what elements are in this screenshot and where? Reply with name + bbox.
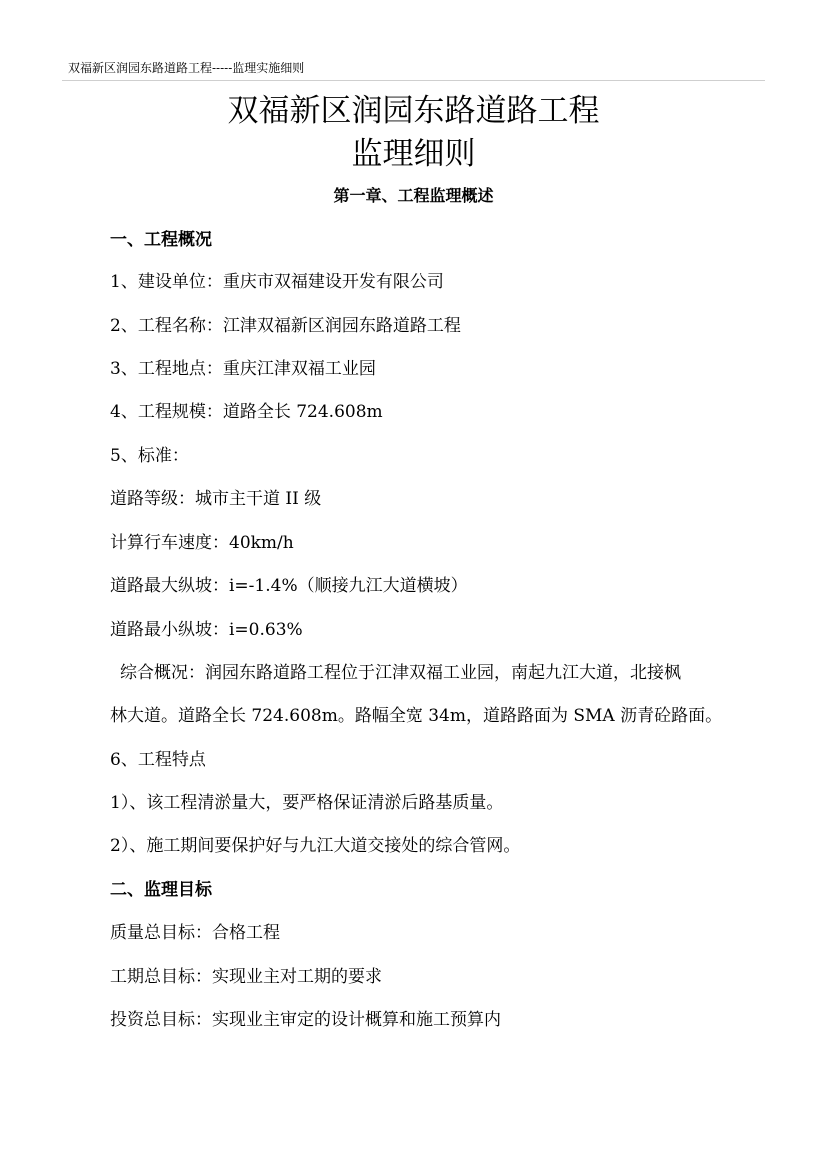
item-standards: 5、标准： (110, 446, 189, 466)
chapter-title: 第一章、工程监理概述 (333, 186, 494, 205)
goal-schedule: 工期总目标：实现业主对工期的要求 (110, 967, 382, 987)
item-project-name: 2、工程名称：江津双福新区润园东路道路工程 (110, 316, 461, 336)
feature-item-2: 2）、施工期间要保护好与九江大道交接处的综合管网。 (110, 836, 521, 856)
features-heading: 6、工程特点 (110, 750, 206, 770)
feature-item-1: 1）、该工程清淤量大，要严格保证清淤后路基质量。 (110, 793, 504, 813)
document-title-line1: 双福新区润园东路道路工程 (227, 93, 600, 129)
item-client: 1、建设单位：重庆市双福建设开发有限公司 (110, 272, 444, 292)
overview-paragraph-line1: 综合概况：润园东路道路工程位于江津双福工业园，南起九江大道，北接枫 (120, 663, 681, 683)
standard-max-grade: 道路最大纵坡：i=-1.4%（顺接九江大道横坡） (110, 576, 468, 596)
standard-road-grade: 道路等级：城市主干道 II 级 (110, 489, 322, 509)
standard-design-speed: 计算行车速度：40km/h (110, 533, 294, 553)
goal-quality: 质量总目标：合格工程 (110, 923, 280, 943)
overview-paragraph-line2: 林大道。道路全长 724.608m。路幅全宽 34m，道路路面为 SMA 沥青砼路面。 (110, 706, 723, 726)
section-heading-project-overview: 一、工程概况 (110, 230, 212, 250)
standard-min-grade: 道路最小纵坡：i=0.63% (110, 620, 303, 640)
section-heading-supervision-goals: 二、监理目标 (110, 880, 212, 900)
document-title-line2: 监理细则 (351, 136, 476, 172)
running-header: 双福新区润园东路道路工程-----监理实施细则 (68, 61, 305, 75)
item-project-scale: 4、工程规模：道路全长 724.608m (110, 402, 383, 422)
header-divider (62, 80, 765, 81)
item-project-location: 3、工程地点：重庆江津双福工业园 (110, 359, 376, 379)
goal-investment: 投资总目标：实现业主审定的设计概算和施工预算内 (110, 1010, 501, 1030)
